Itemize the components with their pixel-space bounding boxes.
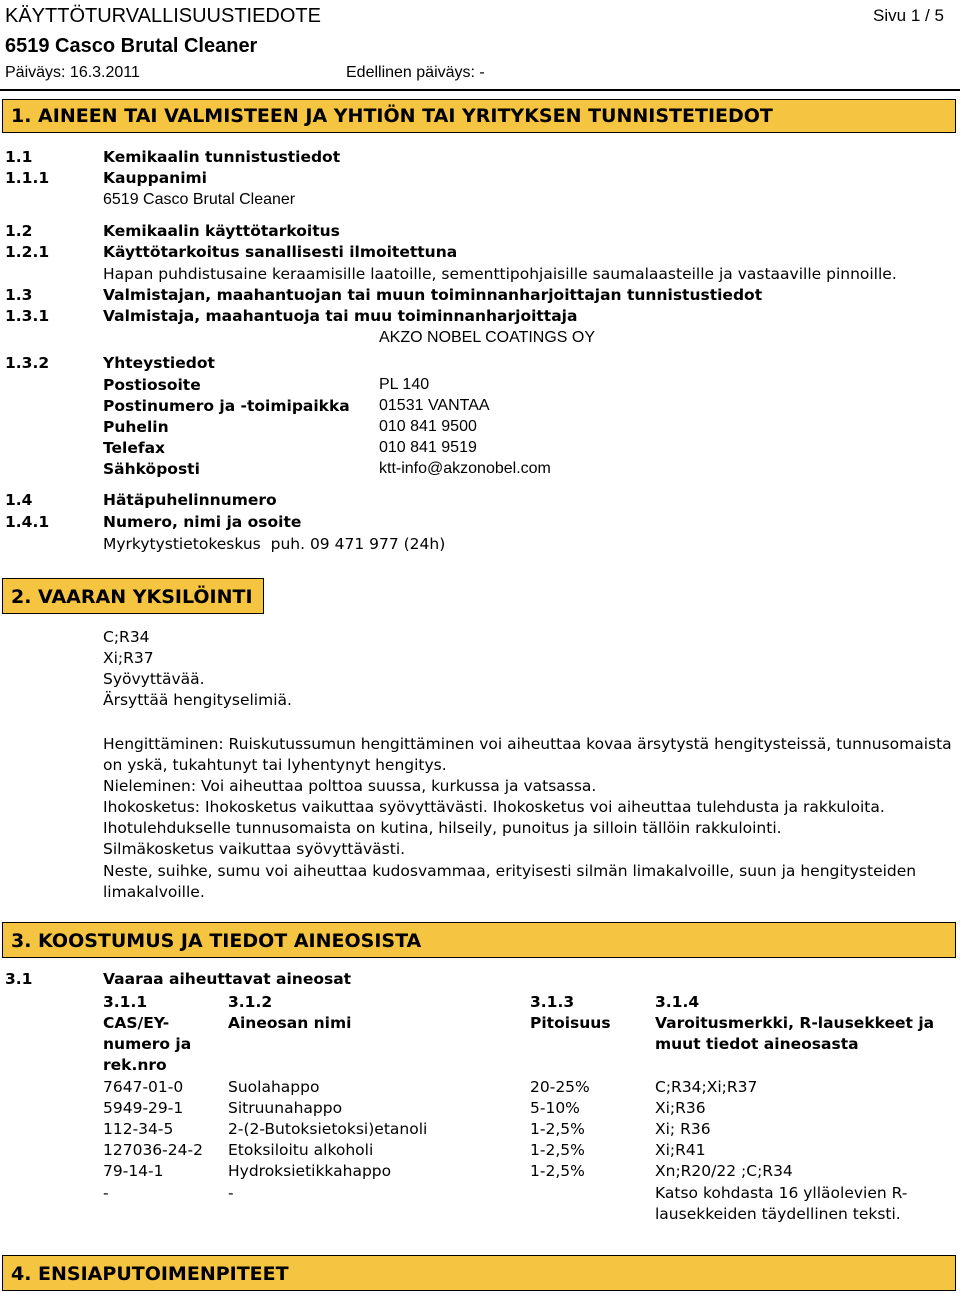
- s141-label: Numero, nimi ja osoite: [103, 513, 302, 531]
- page-total: 5: [934, 6, 944, 25]
- page-current: 1: [910, 6, 921, 25]
- column-header-name: Aineosan nimi: [228, 1014, 352, 1032]
- cell-info: Katso kohdasta 16 ylläolevien R-lausekkeiden täydellinen teksti.: [655, 1184, 908, 1223]
- cell-concentration: 1-2,5%: [530, 1120, 585, 1138]
- column-header-cas: CAS/EY-numero ja rek.nro: [103, 1014, 192, 1074]
- cell-info: C;R34;Xi;R37: [655, 1078, 758, 1096]
- hazard-class: Syövyttävää.: [103, 670, 205, 688]
- hazard-class: Ärsyttää hengityselimiä.: [103, 691, 292, 709]
- s111-label: Kauppanimi: [103, 169, 207, 187]
- cell-cas: -: [103, 1184, 109, 1202]
- s121-label: Käyttötarkoitus sanallisesti ilmoitettuna: [103, 243, 458, 261]
- cell-info: Xi;R36: [655, 1099, 706, 1117]
- cell-concentration: 20-25%: [530, 1078, 590, 1096]
- s131-number: 1.3.1: [5, 307, 50, 325]
- contact-value: PL 140: [379, 376, 430, 393]
- s131-label: Valmistaja, maahantuoja tai muu toiminnanharjoittaja: [103, 307, 578, 325]
- s141-number: 1.4.1: [5, 513, 50, 531]
- s12-label: Kemikaalin käyttötarkoitus: [103, 222, 340, 240]
- s12-number: 1.2: [5, 222, 33, 240]
- page-separator: /: [925, 6, 930, 25]
- company-name: AKZO NOBEL COATINGS OY: [379, 329, 596, 346]
- contact-label: Puhelin: [103, 418, 169, 436]
- col-number: 3.1.1: [103, 993, 148, 1011]
- s132-number: 1.3.2: [5, 354, 50, 372]
- hazard-class: Xi;R37: [103, 649, 154, 667]
- s14-label: Hätäpuhelinnumero: [103, 491, 277, 509]
- column-header-concentration: Pitoisuus: [530, 1014, 611, 1032]
- contact-value: 010 841 9519: [379, 439, 477, 456]
- contact-label: Sähköposti: [103, 460, 200, 478]
- cell-cas: 5949-29-1: [103, 1099, 184, 1117]
- s111-number: 1.1.1: [5, 169, 50, 187]
- health-effect: Nieleminen: Voi aiheuttaa polttoa suussa, kurkussa ja vatsassa.: [103, 777, 597, 795]
- cell-concentration: 5-10%: [530, 1099, 580, 1117]
- section-3-heading: 3. KOOSTUMUS JA TIEDOT AINEOSISTA: [2, 922, 956, 958]
- cell-name: Sitruunahappo: [228, 1099, 343, 1117]
- cell-info: Xi; R36: [655, 1120, 711, 1138]
- cell-cas: 7647-01-0: [103, 1078, 184, 1096]
- s11-number: 1.1: [5, 148, 33, 166]
- s13-label: Valmistajan, maahantuojan tai muun toiminnanharjoittajan tunnistustiedot: [103, 286, 763, 304]
- cell-cas: 127036-24-2: [103, 1141, 203, 1159]
- email-link[interactable]: ktt-info@akzonobel.com: [379, 460, 551, 477]
- emergency-contact: Myrkytystietokeskus puh. 09 471 977 (24h): [103, 535, 446, 553]
- trade-name: 6519 Casco Brutal Cleaner: [103, 191, 296, 208]
- previous-date: Edellinen päiväys: -: [346, 64, 485, 81]
- section-4-heading: 4. ENSIAPUTOIMENPITEET: [2, 1255, 956, 1291]
- s13-number: 1.3: [5, 286, 33, 304]
- column-header-info: Varoitusmerkki, R-lausekkeet ja muut tiedot aineosasta: [655, 1014, 935, 1053]
- s31-number: 3.1: [5, 970, 33, 988]
- section-2-heading: 2. VAARAN YKSILÖINTI: [2, 578, 264, 614]
- section-1-heading: 1. AINEEN TAI VALMISTEEN JA YHTIÖN TAI YRITYKSEN TUNNISTETIEDOT: [2, 99, 956, 133]
- issue-date: Päiväys: 16.3.2011: [5, 64, 140, 81]
- contact-label: Postinumero ja -toimipaikka: [103, 397, 350, 415]
- document-title: KÄYTTÖTURVALLISUUSTIEDOTE: [5, 5, 321, 27]
- product-name: 6519 Casco Brutal Cleaner: [5, 35, 258, 57]
- page-label: Sivu: [873, 6, 907, 25]
- cell-name: -: [228, 1184, 234, 1202]
- contact-label: Telefax: [103, 439, 166, 457]
- cell-name: Suolahappo: [228, 1078, 320, 1096]
- cell-name: 2-(2-Butoksietoksi)etanoli: [228, 1120, 428, 1138]
- s132-label: Yhteystiedot: [103, 354, 215, 372]
- health-effect: Silmäkosketus vaikuttaa syövyttävästi.: [103, 840, 406, 858]
- use-description: Hapan puhdistusaine keraamisille laatoille, sementtipohjaisille saumalaasteille ja vastaaville pinnoille.: [103, 265, 897, 283]
- header-rule: [0, 89, 960, 91]
- s11-label: Kemikaalin tunnistustiedot: [103, 148, 341, 166]
- health-effect: Neste, suihke, sumu voi aiheuttaa kudosvammaa, erityisesti silmän limakalvoille, suun ja hengitysteiden limakalvoille.: [103, 862, 917, 901]
- cell-info: Xi;R41: [655, 1141, 706, 1159]
- cell-info: Xn;R20/22 ;C;R34: [655, 1162, 793, 1180]
- hazard-class: C;R34: [103, 628, 150, 646]
- s121-number: 1.2.1: [5, 243, 50, 261]
- cell-name: Hydroksietikkahappo: [228, 1162, 392, 1180]
- col-number: 3.1.4: [655, 993, 700, 1011]
- contact-label: Postiosoite: [103, 376, 201, 394]
- cell-cas: 112-34-5: [103, 1120, 174, 1138]
- cell-name: Etoksiloitu alkoholi: [228, 1141, 374, 1159]
- col-number: 3.1.3: [530, 993, 575, 1011]
- cell-concentration: 1-2,5%: [530, 1141, 585, 1159]
- cell-concentration: 1-2,5%: [530, 1162, 585, 1180]
- contact-value: 01531 VANTAA: [379, 397, 490, 414]
- page-indicator: [873, 6, 944, 26]
- cell-cas: 79-14-1: [103, 1162, 164, 1180]
- s31-label: Vaaraa aiheuttavat aineosat: [103, 970, 352, 988]
- health-effect: Hengittäminen: Ruiskutussumun hengittäminen voi aiheuttaa kovaa ärsytystä hengitysteissä, tunnusomaista on yskä, tukahtunyt tai lyhentynyt hengitys.: [103, 735, 952, 774]
- health-effect: Ihokosketus: Ihokosketus vaikuttaa syövyttävästi. Ihokosketus voi aiheuttaa tulehdusta ja rakkuloita.: [103, 798, 885, 816]
- s14-number: 1.4: [5, 491, 33, 509]
- contact-value: 010 841 9500: [379, 418, 477, 435]
- col-number: 3.1.2: [228, 993, 273, 1011]
- health-effect: Ihotulehdukselle tunnusomaista on kutina, hilseily, punoitus ja silloin tällöin rakkulointi.: [103, 819, 782, 837]
